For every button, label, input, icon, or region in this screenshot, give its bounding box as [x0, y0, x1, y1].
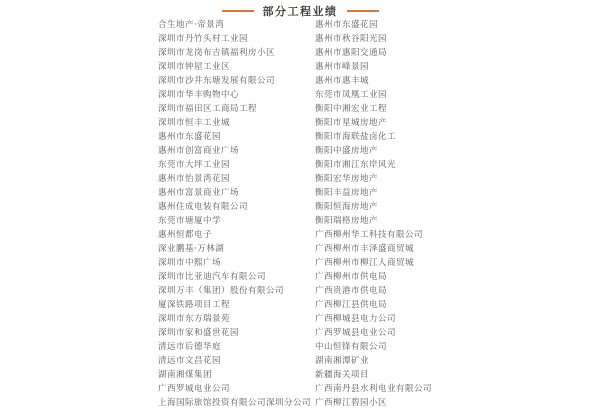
- project-item: 湖南湘潭矿业: [315, 356, 370, 366]
- project-columns: [158, 18, 600, 410]
- project-item: 广西罗城电业公司: [158, 384, 231, 394]
- project-item: 衡阳宏华房地产: [315, 174, 379, 184]
- project-item: 深圳市福田区工商局工程: [158, 104, 258, 114]
- project-item: 广西柳城县电力公司: [315, 314, 397, 324]
- project-item: 惠州市怡景湾花园: [158, 174, 231, 184]
- project-column-right: [315, 18, 432, 410]
- project-item: 深圳市中熙广场: [158, 258, 222, 268]
- project-item: 惠州市秋谷阳光园: [315, 34, 388, 44]
- project-item: 深业鹏基·万林湖: [158, 244, 225, 254]
- project-item: 衡阳丰益房地产: [315, 188, 379, 198]
- project-item: 惠州住成电装有限公司: [158, 202, 249, 212]
- project-item: 惠州市东盛花园: [315, 20, 379, 30]
- project-item: 惠州市富景商业广场: [158, 188, 240, 198]
- project-column-left: [158, 18, 311, 410]
- project-item: 深圳万丰（集团）股份有限公司: [158, 286, 285, 296]
- project-item: 惠州市惠阳交通局: [315, 48, 388, 58]
- page-title: 部分工程业绩: [262, 5, 338, 18]
- project-item: 衡阳恒海房地产: [315, 202, 379, 212]
- project-item: 衡阳中盛房地产: [315, 146, 379, 156]
- project-item: 深圳市沙井东塘发展有限公司: [158, 76, 276, 86]
- project-item: 广西柳州华工科技有限公司: [315, 230, 424, 240]
- title-rule-left: [222, 10, 254, 12]
- project-item: 惠州恒都电子: [158, 230, 213, 240]
- project-item: 惠州市创富商业广场: [158, 146, 240, 156]
- project-item: 惠州市东盛花园: [158, 132, 222, 142]
- project-item: 广西柳州市丰泽盛商贸城: [315, 244, 415, 254]
- project-item: 深圳市恒丰工业城: [158, 118, 231, 128]
- project-item: 清远市后德华庭: [158, 342, 222, 352]
- project-item: 惠州市惠丰城: [315, 76, 370, 86]
- project-item: 东莞市凤凰工业园: [315, 90, 388, 100]
- project-item: 深圳市丹竹头村工业园: [158, 34, 249, 44]
- project-item: 厦深铁路项目工程: [158, 300, 231, 310]
- section-header: [0, 3, 600, 19]
- project-item: 惠州市峰景园: [315, 62, 370, 72]
- project-item: 深圳市比亚迪汽车有限公司: [158, 272, 267, 282]
- project-item: 深圳市钟屋工业区: [158, 62, 231, 72]
- project-item: 广西柳州市柳江人商贸城: [315, 258, 415, 268]
- project-item: 深圳市华丰购物中心: [158, 90, 240, 100]
- project-item: 深圳市家和盛世花园: [158, 328, 240, 338]
- project-item: 合生地产·帝景湾: [158, 20, 225, 30]
- project-item: 东莞市大坪工业园: [158, 160, 231, 170]
- project-item: 深圳市东方瑞景苑: [158, 314, 231, 324]
- project-item: 衡阳中湘宏业工程: [315, 104, 388, 114]
- project-item: 广西柳州市供电局: [315, 272, 388, 282]
- project-item: 衡阳市星城房地产: [315, 118, 388, 128]
- project-item: 东莞市塘厦中学: [158, 216, 222, 226]
- title-rule-right: [347, 10, 379, 12]
- project-item: 广西柳江碧园小区: [315, 398, 388, 408]
- project-item: 上海国际旅馆投资有限公司深圳分公司: [158, 398, 312, 408]
- project-item: 清远市文昌花园: [158, 356, 222, 366]
- project-item: 衡阳瑞格房地产: [315, 216, 379, 226]
- project-item: 广西罗城县电业公司: [315, 328, 397, 338]
- project-item: 深圳市龙岗布吉镇福利房小区: [158, 48, 276, 58]
- project-item: 湖南湘煤集团: [158, 370, 213, 380]
- project-item: 广西南丹县水利电业有限公司: [315, 384, 433, 394]
- project-item: 衡阳市湘江东岸风光: [315, 160, 397, 170]
- project-item: 广西柳江县供电局: [315, 300, 388, 310]
- project-item: 广西贵港市供电局: [315, 286, 388, 296]
- project-item: 中山恒锋有限公司: [315, 342, 388, 352]
- project-item: 新疆海关项目: [315, 370, 370, 380]
- project-item: 衡阳市海联盐卤化工: [315, 132, 397, 142]
